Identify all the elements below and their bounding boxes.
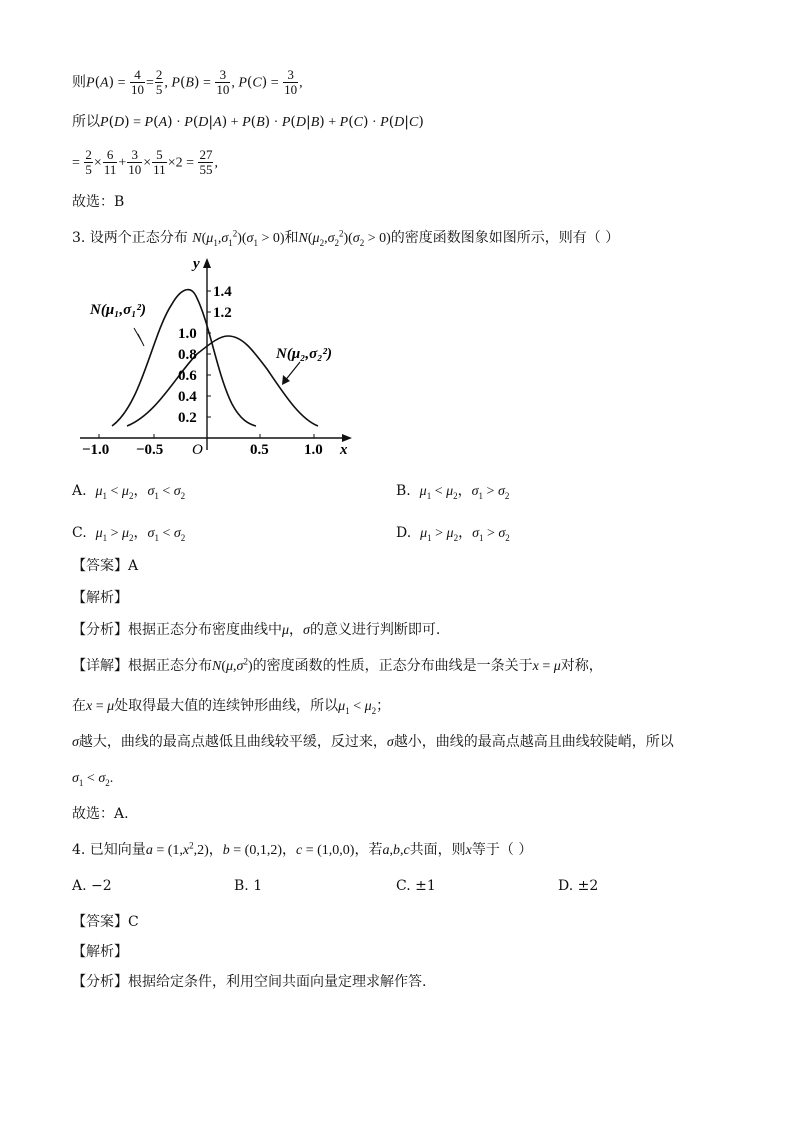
q3-p3-a: 越大，曲线的最高点越低且曲线较平缓，反过来， (78, 734, 387, 750)
x-tick-label: −0.5 (136, 442, 164, 458)
q3-fenxi-a: 【分析】根据正态分布密度曲线中 (72, 622, 282, 638)
q4-fenxi: 【分析】根据给定条件，利用空间共面向量定理求解作答. (72, 974, 427, 990)
q3-stem-c: 的密度函数图象如图所示，则有（ ） (390, 230, 620, 246)
q3-para-3: σ越大，曲线的最高点越低且曲线较平缓，反过来，σ越小，曲线的最高点越高且曲线较陡峭，所以 (72, 734, 674, 750)
q3-option-b[interactable]: B. $\mu_1 < \mu_2$，$\sigma_1 > \sigma_2$ (396, 483, 510, 501)
option-letter: B. (396, 483, 411, 499)
q3-analysis-title: 【解析】 (72, 590, 128, 606)
q4-analysis-title: 【解析】 (72, 944, 128, 960)
frac: $\frac{4}{10}$ (130, 67, 144, 97)
q4-option-c[interactable]: C. ±1 (396, 878, 436, 894)
select-b: 故选：B (72, 194, 125, 210)
q3-select: 故选：A. (72, 806, 129, 822)
q3-stem-a: 3. 设两个正态分布 (72, 230, 188, 246)
y-tick-label: 1.0 (178, 326, 197, 342)
y-tick-label: 0.6 (178, 368, 197, 384)
origin-label: O (192, 442, 203, 458)
q3-conclusion: $\sigma_1 < \sigma_2$. (72, 771, 114, 788)
y-tick-label: 0.2 (178, 410, 197, 426)
y-tick-label: 1.4 (213, 284, 232, 300)
option-letter: A. (72, 483, 87, 499)
option-letter: C. (72, 525, 87, 541)
y-tick-label: 1.2 (213, 305, 232, 321)
q3-fenxi: 【分析】根据正态分布密度曲线中μ，σ的意义进行判断即可. (72, 622, 441, 638)
q4-option-d[interactable]: D. ±2 (558, 878, 599, 894)
normal-distribution-figure (72, 254, 362, 464)
q3-xiangjie: 【详解】根据正态分布$N(\mu,\sigma^2)$的密度函数的性质，正态分布曲线是一条关于x = μ对称， (72, 656, 603, 674)
q3-xiangjie-c: 对称， (560, 658, 603, 674)
q3-stem-b: 和 (284, 230, 299, 246)
curve-1-pointer (134, 328, 144, 346)
q4-stem-e: 等于（ ） (471, 842, 533, 858)
q3-fenxi-c: 的意义进行判断即可. (309, 622, 441, 638)
prob-line-1: 则P(A) = $\frac{4}{10}$ = $\frac{2}{5}$ , P(B) = $\frac{3}{10}$ , P(C) = $\frac{3}{10}$ , (72, 67, 303, 97)
q3-option-d[interactable]: D. $\mu_1 > \mu_2$，$\sigma_1 > \sigma_2$ (396, 525, 510, 543)
curve-1-label: N(μ₁,σ₁²) (90, 302, 146, 318)
x-axis-arrow (342, 434, 352, 442)
q4-stem-d: 共面，则 (409, 842, 466, 858)
q4-option-b[interactable]: B. 1 (234, 878, 263, 894)
y-axis-label: y (193, 256, 200, 272)
q3-stem: 3. 设两个正态分布 $N(\mu_1,\sigma_1^2)(\sigma_1 > 0)$和$N(\mu_2,\sigma_2^2)(\sigma_2 > 0)$的密度函数图象如图所示，则有（ ） (72, 228, 620, 248)
q3-p2-c: ； (376, 698, 391, 714)
q4-stem-c: ，若 (354, 842, 383, 858)
q3-fenxi-b: ， (289, 622, 304, 638)
x-tick-label: 1.0 (304, 442, 323, 458)
q4-stem: 4. 已知向量$a = (1,x^2,2)$，b = (0,1,2)，c = (1,0,0)，若a,b,c共面，则x等于（ ） (72, 840, 533, 858)
option-letter: D. (396, 525, 412, 541)
text-suoyi: 所以 (72, 114, 100, 130)
y-tick-label: 0.8 (178, 347, 197, 363)
y-tick-labels (178, 284, 232, 426)
q4-option-a[interactable]: A. −2 (72, 878, 112, 894)
q3-p2-a: 在 (72, 698, 86, 714)
q4-answer: 【答案】C (72, 914, 139, 930)
y-tick-label: 0.4 (178, 389, 197, 405)
prob-line-3: = $\frac{2}{5}$ × $\frac{6}{11}$ + $\frac{3}{10}$ × $\frac{5}{11}$ ×2 = $\frac{27}{55}$ , (72, 147, 218, 177)
q3-answer: 【答案】A (72, 558, 139, 574)
q3-option-a[interactable]: A. $\mu_1 < \mu_2$，$\sigma_1 < \sigma_2$ (72, 483, 186, 501)
q3-para-2: 在x = μ处取得最大值的连续钟形曲线，所以$\mu_1 < \mu_2$； (72, 698, 391, 716)
x-axis-label: x (340, 442, 348, 458)
q3-xiangjie-a: 【详解】根据正态分布 (72, 658, 212, 674)
q4-stem-a: 4. 已知向量 (72, 842, 146, 858)
x-tick-label: 0.5 (250, 442, 269, 458)
x-tick-label: −1.0 (82, 442, 110, 458)
q3-p3-b: 越小，曲线的最高点越高且曲线较陡峭，所以 (393, 734, 674, 750)
q4-stem-b: ， (208, 842, 223, 858)
prob-line-2: 所以P(D) = P(A) · P(D|A) + P(B) · P(D|B) + P(C) · P(D|C) (72, 114, 424, 130)
text-ze: 则 (72, 74, 86, 91)
q3-xiangjie-b: 的密度函数的性质，正态分布曲线是一条关于 (252, 658, 533, 674)
q3-option-c[interactable]: C. $\mu_1 > \mu_2$，$\sigma_1 < \sigma_2$ (72, 525, 186, 543)
y-axis-arrow (203, 258, 211, 268)
q3-p2-b: 处取得最大值的连续钟形曲线，所以 (114, 698, 339, 714)
q4-stem-b2: ， (282, 842, 296, 858)
curve-2-label: N(μ₂,σ₂²) (276, 346, 332, 362)
